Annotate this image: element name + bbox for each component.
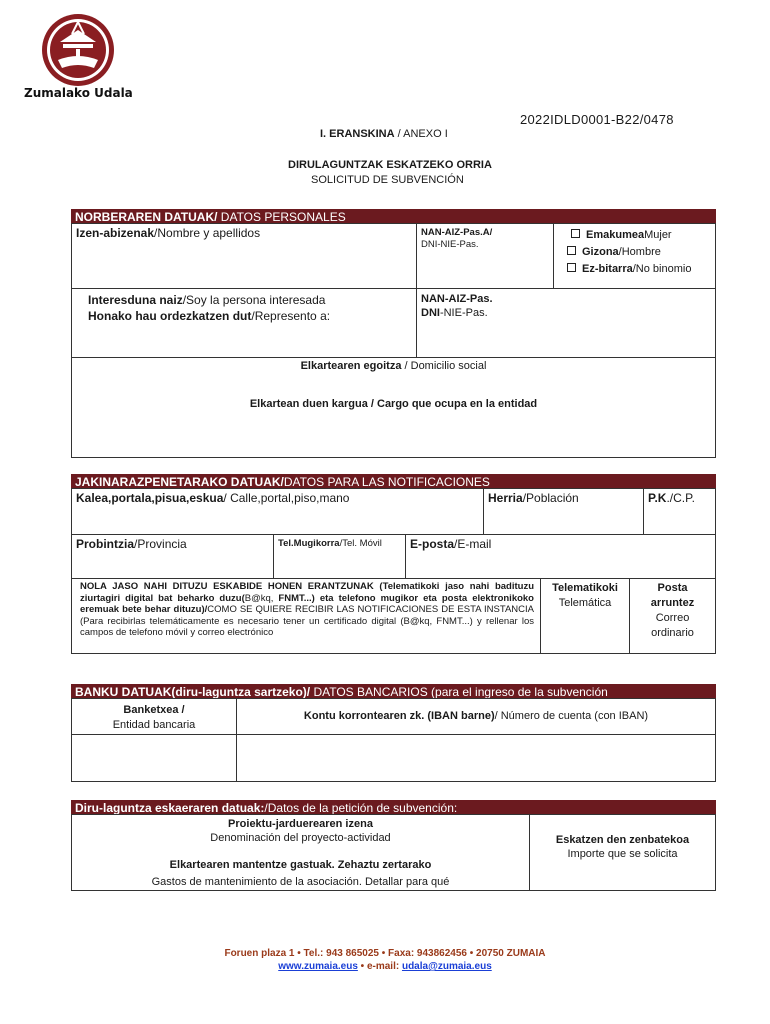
annex-title (320, 128, 448, 140)
bank-section-header (71, 684, 716, 699)
gender-male-bold: Gizona (582, 246, 619, 258)
gender-male-rest: /Hombre (618, 246, 661, 258)
notifications-section-header (71, 474, 716, 489)
option-ordinary-mail[interactable] (629, 578, 716, 654)
entity-bold: Banketxea / (123, 704, 185, 716)
email-label: • e-mail: (357, 961, 402, 972)
name-label-rest: /Nombre y apellidos (154, 226, 261, 240)
checkbox-icon[interactable] (571, 229, 580, 238)
tele-rest: Telemática (558, 597, 612, 609)
website-link[interactable]: www.zumaia.eus (278, 961, 358, 972)
tele-bold: Telematikoki (552, 582, 618, 594)
how-bold: NOLA JASO NAHI DITUZU ESKABIDE HONEN ERANTZUNAK (Telematikoki jaso nahi badituzu ziurtagiri digital bat beharko duzu( (80, 581, 534, 604)
gender-female-bold: Emakumea (586, 229, 645, 241)
gender-female-rest: Mujer (644, 229, 672, 241)
role-label: Elkartean duen kargua / Cargo que ocupa en la entidad (249, 398, 538, 410)
name-field[interactable] (71, 223, 417, 289)
project-rest: Denominación del proyecto-actividad (210, 832, 391, 844)
province-rest: /Provincia (134, 537, 187, 551)
interested-bold: Interesduna naiz (88, 293, 183, 307)
request-section-header (71, 800, 716, 815)
name-label-bold: Izen-abizenak (76, 226, 155, 240)
pk-bold: P.K (648, 491, 667, 505)
personal-header-bold: NORBERAREN DATUAK/ (75, 210, 218, 224)
represent-field[interactable] (71, 288, 417, 358)
checkbox-icon[interactable] (567, 263, 576, 272)
province-field[interactable] (71, 534, 274, 579)
municipal-seal-icon (20, 12, 150, 97)
iban-rest: / Número de cuenta (con IBAN) (494, 710, 649, 722)
project-bold: Proiektu-jarduerearen izena (228, 818, 373, 830)
id-number-field-1[interactable] (416, 223, 554, 289)
postal-code-field[interactable] (643, 488, 716, 535)
personal-header-rest: DATOS PERSONALES (217, 210, 346, 224)
bank-entity-input[interactable] (71, 734, 237, 782)
street-bold: Kalea,portala,pisua,eskua (76, 491, 224, 505)
gender-option-male[interactable] (567, 244, 715, 261)
personal-section-header (71, 209, 716, 224)
request-header-bold: Diru-laguntza eskaeraren datuak: (75, 801, 265, 815)
iban-input[interactable] (236, 734, 716, 782)
domicile-field[interactable] (71, 357, 716, 458)
annex-bold: I. ERANSKINA (320, 128, 395, 140)
how-rest: COMO SE QUIERE RECIBIR LAS NOTIFICACIONES DE ESTA INSTANCIA (Para recibirlas telemáticamente es necesario tener un certificado digital (B@kq, FNMT...) y rellenar los campos de telefono móvil y correo electrónico (80, 604, 534, 639)
street-field[interactable] (71, 488, 484, 535)
represent-bold: Honako hau ordezkatzen dut (88, 309, 252, 323)
nan2-label-bold: NAN-AIZ-Pas. (421, 293, 493, 305)
email-link[interactable]: udala@zumaia.eus (401, 961, 492, 972)
maint-bold: Elkartearen mantentze gastuak. Zehaztu zertarako (169, 859, 432, 871)
gender-option-female[interactable] (571, 227, 715, 244)
notif-header-bold: JAKINARAZPENETARAKO DATUAK/ (75, 475, 284, 489)
maint-rest: Gastos de mantenimiento de la asociación. Detallar para qué (151, 876, 450, 888)
email-rest: /E-mail (454, 537, 492, 551)
footer-contact (0, 961, 770, 972)
form-subtitle: SOLICITUD DE SUBVENCIÓN (311, 174, 464, 186)
town-rest: /Población (522, 491, 579, 505)
checkbox-icon[interactable] (567, 246, 576, 255)
town-bold: Herria (488, 491, 523, 505)
mobile-field[interactable] (273, 534, 406, 579)
gender-option-nonbinary[interactable] (567, 261, 715, 278)
amount-rest: Importe que se solicita (567, 848, 678, 860)
notification-method-description (71, 578, 540, 654)
domicile-rest: / Domicilio social (401, 360, 487, 372)
email-field[interactable] (405, 534, 716, 579)
notif-header-rest: DATOS PARA LAS NOTIFICACIONES (283, 475, 490, 489)
logo (20, 12, 150, 107)
bank-header-bold: BANKU DATUAK(diru-laguntza sartzeko)/ (75, 685, 311, 699)
nan2-dni: DNI (421, 307, 440, 319)
iban-bold: Kontu korrontearen zk. (IBAN barne) (303, 710, 495, 722)
iban-label (236, 698, 716, 735)
footer-address: Foruen plaza 1 • Tel.: 943 865025 • Faxa: 943862456 • 20750 ZUMAIA (224, 948, 546, 959)
town-field[interactable] (483, 488, 644, 535)
mobile-bold: Tel.Mugikorra (278, 538, 340, 549)
email-bold: E-posta (410, 537, 455, 551)
nan2-rest: -NIE-Pas. (439, 307, 488, 319)
reference-number: 2022IDLD0001-B22/0478 (520, 112, 674, 127)
nan1-label-rest: DNI-NIE-Pas. (421, 239, 479, 250)
bank-entity-label (71, 698, 237, 735)
post-rest1: Correo (655, 612, 690, 624)
domicile-bold: Elkartearen egoitza (300, 360, 402, 372)
post-rest2: ordinario (651, 627, 694, 639)
project-field[interactable] (71, 814, 530, 891)
gender-nb-bold: Ez-bitarra (582, 263, 633, 275)
annex-rest: / ANEXO I (394, 128, 448, 140)
nan1-label-bold: NAN-AIZ-Pas.A/ (421, 227, 493, 238)
option-telematic[interactable] (540, 578, 630, 654)
logo-text: Zumalako Udala (24, 86, 133, 100)
gender-options (553, 223, 716, 289)
represent-rest: /Represento a: (251, 309, 331, 323)
form-title: DIRULAGUNTZAK ESKATZEKO ORRIA (288, 159, 492, 171)
gender-nb-rest: /No binomio (632, 263, 692, 275)
post-bold1: Posta (657, 582, 688, 594)
pk-rest: ./C.P. (666, 491, 695, 505)
interested-rest: /Soy la persona interesada (182, 293, 326, 307)
mobile-rest: /Tel. Móvil (339, 538, 382, 549)
how-bold2: FNMT...) eta telefono mugikor eta posta elektronikoko eremuak bete behar dituzu)/ (80, 592, 534, 616)
bank-header-rest: DATOS BANCARIOS (para el ingreso de la subvención (310, 685, 608, 699)
id-number-field-2[interactable] (416, 288, 716, 358)
province-bold: Probintzia (76, 537, 135, 551)
amount-field[interactable] (529, 814, 716, 891)
entity-rest: Entidad bancaria (112, 719, 196, 731)
request-header-rest: /Datos de la petición de subvención: (264, 801, 458, 815)
street-rest: / Calle,portal,piso,mano (223, 491, 350, 505)
how-mid: B@kq, (244, 592, 279, 604)
amount-bold: Eskatzen den zenbatekoa (555, 834, 690, 846)
post-bold2: arruntez (650, 597, 695, 609)
